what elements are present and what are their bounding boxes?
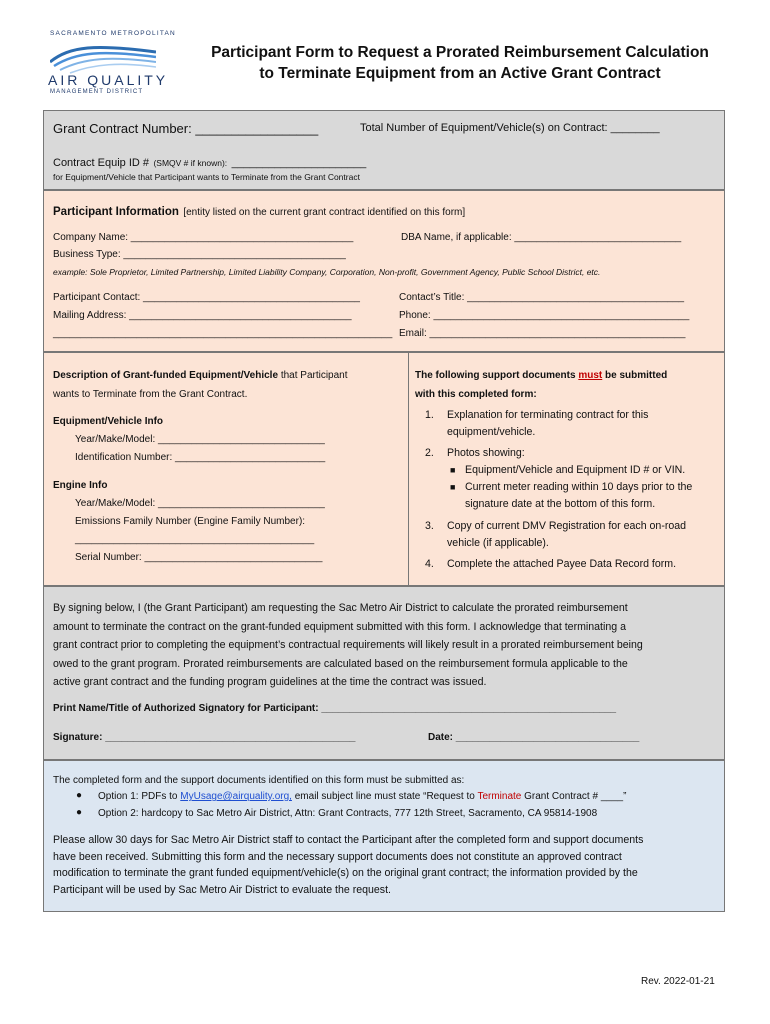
engine-year-make-model-field[interactable]: Year/Make/Model: ______________________________ [75,498,325,509]
processing-note-line4: Participant will be used by Sac Metro Air District to evaluate the request. [53,883,391,896]
support-item-1 [447,407,648,440]
support-item-2-number: 2. [425,447,434,459]
processing-note-line3: modification to terminate the grant funded equipment/vehicle(s) on the original grant contract; the information provided by the [53,867,638,879]
acknowledgement-line3: grant contract prior to completing the equipment’s contractual requirements will likely result in a prorated reimbursement being [53,639,643,651]
form-title-line1: Participant Form to Request a Prorated Reimbursement Calculation [211,44,709,61]
logo-main-text: AIR QUALITY [48,72,169,88]
company-name-field[interactable]: Company Name: ________________________________________ [53,232,354,243]
logo-bottom-text: MANAGEMENT DISTRICT [50,89,144,95]
processing-note-line1: Please allow 30 days for Sac Metro Air District staff to contact the Participant after the completed form and support documents [53,834,644,846]
mailing-address-field[interactable]: Mailing Address: ________________________________________ [53,310,352,321]
signature-section [43,586,725,760]
support-item-2 [447,445,525,462]
support-item-2-bullet2 [465,479,692,512]
participant-heading-title: Participant Information [53,206,179,218]
support-item-3-number: 3. [425,520,434,532]
support-item-2-line1: Photos showing: [447,447,525,459]
equipment-info-heading: Equipment/Vehicle Info [53,416,164,427]
contact-title-field[interactable]: Contact’s Title: _______________________________________ [399,292,685,303]
bullet-square-icon: ■ [450,482,456,492]
option1-terminate: Terminate [477,791,522,802]
support-item-4 [447,556,676,573]
emissions-family-number-label: Emissions Family Number (Engine Family Number): [75,516,306,527]
bullet-dot-icon: ● [76,807,83,818]
submission-option2: Option 2: hardcopy to Sac Metro Air District, Attn: Grant Contracts, 777 12th Street, Sacramento, CA 95814-1908 [98,808,598,819]
support-item-3-line1: Copy of current DMV Registration for each on-road [447,520,687,532]
acknowledgement-line5: active grant contract and the funding program guidelines at the time the contract was issued. [53,676,487,688]
support-docs-heading-part2: be submitted [605,370,668,381]
column-divider [408,353,409,585]
submission-email-link[interactable]: MyUsage@airquality.org, [180,791,292,802]
equipment-description-section [43,352,725,586]
identification-number-field[interactable]: Identification Number: ___________________________ [75,452,326,463]
support-item-2-bullet2-line2: signature date at the bottom of this form. [465,497,656,510]
phone-field[interactable]: Phone: ______________________________________________ [399,310,690,321]
description-heading-line2: wants to Terminate from the Grant Contract. [53,389,248,400]
support-item-4-number: 4. [425,558,434,570]
mailing-address-line2-field[interactable]: _____________________________________________________________ [53,328,393,339]
support-item-3 [447,518,686,551]
equipment-year-make-model-field[interactable]: Year/Make/Model: ______________________________ [75,434,325,445]
support-item-1-line1: Explanation for terminating contract for this [447,409,649,421]
processing-note-line2: have been received. Submitting this form and the necessary support documents does not constitute an approved contract [53,850,622,863]
business-type-field[interactable]: Business Type: ________________________________________ [53,249,346,260]
contract-equip-id-field[interactable] [53,153,366,171]
option1-pre: Option 1: PDFs to [98,791,178,802]
support-docs-heading-part1: The following support documents [415,370,576,381]
description-heading [53,370,348,381]
support-item-4-line1: Complete the attached Payee Data Record form. [447,558,677,570]
acknowledgement-paragraph [53,599,643,692]
option1-post: Grant Contract # ____” [524,791,627,802]
option1-mid: email subject line must state “Request to [294,791,475,802]
bullet-dot-icon: ● [76,790,83,801]
description-heading-bold: Description of Grant-funded Equipment/Vehicle [53,370,279,381]
participant-heading-note: [entity listed on the current grant contract identified on this form] [183,207,466,218]
equip-id-blank: ______________________ [231,157,367,169]
equip-id-hint: (SMQV # if known): [153,158,228,168]
contract-section [43,110,725,190]
print-name-title-field[interactable]: Print Name/Title of Authorized Signatory for Participant: _____________________________________________________ [53,703,617,714]
support-docs-must: must [578,370,603,381]
processing-note-paragraph [53,832,643,898]
engine-info-heading: Engine Info [53,480,108,491]
bullet-square-icon: ■ [450,465,456,475]
support-item-2-bullet1: Equipment/Vehicle and Equipment ID # or VIN. [465,464,686,476]
acknowledgement-line4: owed to the grant program. Prorated reimbursements are calculated based on the reimbursement formula applicable to the [53,657,628,670]
business-type-example: example: Sole Proprietor, Limited Partnership, Limited Liability Company, Corporation, Non-profit, Government Agency, Public School District, etc. [53,267,601,277]
logo-top-text: SACRAMENTO METROPOLITAN [50,30,176,37]
signature-field[interactable]: Signature: _____________________________________________ [53,732,356,743]
participant-information-section [43,190,725,352]
grant-contract-number-field[interactable]: Grant Contract Number: _________________ [53,121,319,136]
dba-name-field[interactable]: DBA Name, if applicable: ______________________________ [401,232,682,243]
date-field[interactable]: Date: _________________________________ [428,732,640,743]
support-item-2-bullet2-line1: Current meter reading within 10 days prior to the [465,481,693,493]
form-title [180,42,740,84]
logo-waves-graphic [50,40,156,74]
agency-logo [48,30,176,100]
acknowledgement-line2: amount to terminate the contract on the grant-funded equipment submitted with this form. I acknowledge that terminating a [53,620,626,633]
revision-date: Rev. 2022-01-21 [641,976,715,987]
email-field[interactable]: Email: ______________________________________________ [399,328,686,339]
submission-intro: The completed form and the support documents identified on this form must be submitted as: [53,775,465,786]
equip-id-label: Contract Equip ID # [53,157,149,169]
support-item-3-line2: vehicle (if applicable). [447,536,549,549]
serial-number-field[interactable]: Serial Number: ________________________________ [75,552,323,563]
equip-id-note: for Equipment/Vehicle that Participant wants to Terminate from the Grant Contract [53,172,360,182]
support-item-1-line2: equipment/vehicle. [447,425,536,438]
participant-contact-field[interactable]: Participant Contact: _______________________________________ [53,292,360,303]
description-heading-rest: that Participant [280,370,348,381]
support-docs-heading-line2: with this completed form: [415,389,537,400]
submission-option1 [98,791,626,802]
form-title-line2: to Terminate Equipment from an Active Grant Contract [259,65,661,82]
acknowledgement-line1: By signing below, I (the Grant Participant) am requesting the Sac Metro Air District to calculate the prorated reimbursement [53,602,628,614]
total-equipment-field[interactable]: Total Number of Equipment/Vehicle(s) on Contract: ________ [360,122,660,134]
emissions-family-number-field[interactable]: ___________________________________________ [75,534,315,545]
participant-heading [53,202,465,220]
submission-instructions-section [43,760,725,912]
support-item-1-number: 1. [425,409,434,421]
support-docs-heading [415,370,667,381]
